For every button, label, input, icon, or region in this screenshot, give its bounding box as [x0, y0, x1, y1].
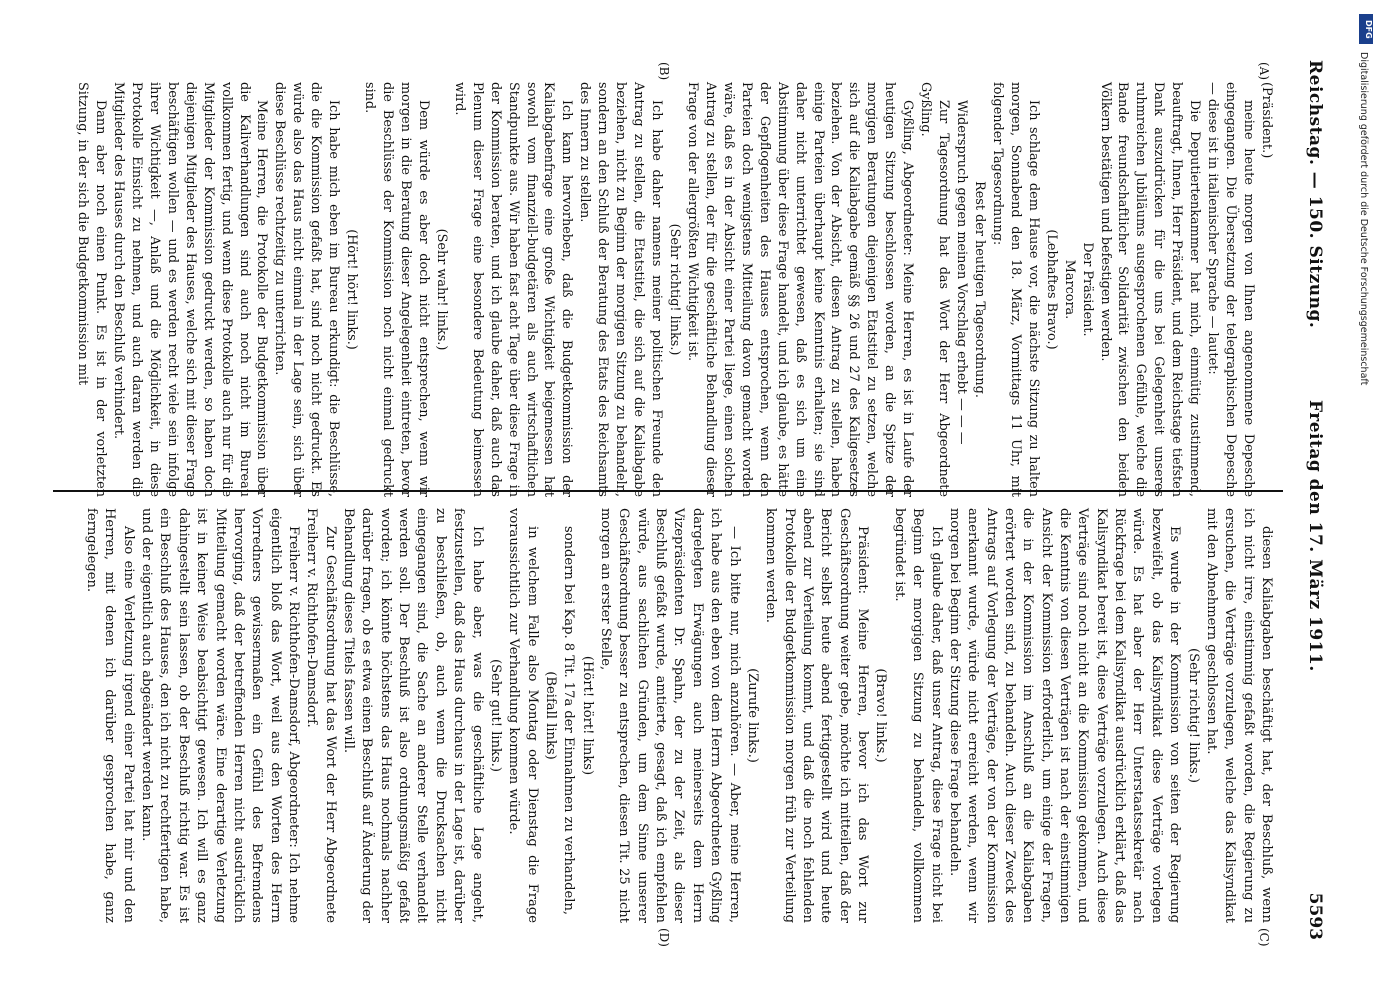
right-column — [82, 508, 1275, 923]
page-number: 5593 — [1305, 892, 1325, 940]
paragraph: (Hört! hört! links) — [579, 655, 595, 776]
paragraph: Präsident: Meine Herren, bevor ich das Wort zur Geschäftsordnung weiter gebe, möchte ich mitteilen, daß der Bericht selbst heute abend fertiggestellt wird und heute abend zur Verteilung kommt, und daß die noch fehlenden Protokolle der Budgetkommission morgen früh zur Verteilung kommen werden. — [763, 508, 871, 923]
paragraph: in welchem Falle also Montag oder Dienstag die Frage voraussichtlich zur Verhandlung kommen würde. — [506, 508, 540, 923]
paragraph: sondern bei Kap. 8 Tit. 17a der Einnahmen zu verhandeln, — [561, 526, 577, 916]
paragraph: — Ich bitte nur, mich anzuhören. — Aber, meine Herren, ich habe aus den eben von dem Herrn Abgeordneten Gyßling dargelegten Erwägungen auch meinerseits dem Herrn Vizepräsidenten Dr. Spahn, der zu der Zeit, als dieser Beschluß gefaßt wurde, amtierte, gesagt, daß ich empfehlen würde, aus sachlichen Gründen, um dem Sinne unserer Geschäftsordnung besser zu entsprechen, diesen Tit. 25 nicht morgen an erster Stelle, — [598, 508, 742, 923]
paragraph: Rest der heutigen Tagesordnung. — [972, 181, 987, 398]
paragraph: (Zurufe links.) — [744, 668, 760, 763]
paragraph: (Sehr richtig! links.) — [1185, 648, 1201, 783]
paragraph: Widerspruch gegen meinen Vorschlag erhebt — — — — [954, 100, 970, 445]
paragraph: Ich glaube daher, daß unser Antrag, diese Frage nicht bei Beginn der morgigen Sitzung zu behandeln, vollkommen begründet ist. — [891, 508, 944, 923]
dfg-logo: DFG — [1359, 14, 1373, 44]
paragraph: Die Deputiertenkammer hat mich, einmütig zustimmend, beauftragt, Ihnen, Herr Präsident, und dem Reichstage tiefsten Dank auszudrücken für die uns bei Gelegenheit unseres ruhmreichen Jubiläums ausgesprochenen Gefühle, welche die Bande freundschaftlicher Solidarität zwischen den beiden Völkern bestätigen und befestigen werden. — [1097, 82, 1203, 497]
header-session: Reichstag. — 150. Sitzung. — [1305, 60, 1325, 329]
paragraph: Dem würde es aber doch nicht entsprechen, wenn wir morgen in die Beratung dieser Angelegenheit eintreten, bevor die Beschlüsse der Kommission noch nicht einmal gedruckt sind. — [362, 82, 431, 497]
paragraph: Also eine Verletzung irgend einer Partei hat mir und den Herren, mit denen ich darüber gesprochen habe, ganz ferngelegen. — [84, 508, 136, 923]
paragraph: Zur Geschäftsordnung hat das Wort der Herr Abgeordnete Freiherr v. Richthofen-Damsdorf. — [304, 508, 338, 923]
digitization-stamp — [1355, 6, 1377, 996]
paragraph: Ich habe daher namens meiner politischen Freunde den Antrag zu stellen, die Etatstitel, die sich auf die Kaliabgabe beziehen, nicht zu Beginn der morgigen Sitzung zu behandeln, sondern an den Schluß der Beratung des Etats des Reichsamts des Innern zu stellen. — [577, 82, 665, 497]
paragraph: (Sehr richtig! links.) — [667, 223, 683, 356]
paragraph: (Präsident.) — [1259, 82, 1274, 159]
header-date: Freitag den 17. März 1911. — [1305, 400, 1325, 672]
paragraph: Ich schlage dem Hause vor, die nächste Sitzung zu halten morgen, Sonnabend den 18. März, Vormittags 11 Uhr, mit folgender Tagesordnung: — [989, 82, 1041, 497]
paragraph: Marcora. — [1061, 259, 1077, 320]
paragraph: Ich habe mich eben im Bureau erkundigt: die Beschlüsse, die die Kommission gefaßt hat, sind noch nicht gedruckt. Es würde also das Haus nicht einmal in der Lage sein, sich über diese Beschlüsse rechtzeitig zu unterrichten. — [272, 82, 342, 497]
dfg-credit-text: Digitalisierung gefördert durch die Deutsche Forschungsgemeinschaft — [1358, 52, 1369, 386]
paragraph: Ich habe aber, was die geschäftliche Lage angeht, festzustellen, daß das Haus durchaus in der Lage ist, darüber zu beschließen, ob, auch wenn die Drucksachen nicht eingegangen sind, die Sache an anderer Stelle verhandelt werden soll. Der Beschluß ist also ordnungsmäßig gefaßt worden; ich könnte höchstens das Haus nochmals nachher darüber fragen, ob es etwa einen Beschluß auf Änderung der Behandlung dieses Titels fassen will. — [341, 508, 485, 923]
paragraph: Dann aber noch einen Punkt. Es ist in der vorletzten Sitzung, in der sich die Budgetkommission mit — [75, 82, 109, 497]
page-header — [1293, 60, 1343, 940]
paragraph: Meine Herren, die Protokolle der Budgetkommission über die Kaliverhandlungen sind auch noch nicht im Bureau vollkommen fertig, und wenn diese Protokolle auch nur für die Mitglieder der Kommission gedruckt werden, so haben doch diejenigen Mitglieder des Hauses, welche sich mit dieser Frage beschäftigen wollen — und es werden recht viele sein infolge ihrer Wichtigkeit —, Anlaß und die Möglichkeit, in diese Protokolle Einsicht zu nehmen, und auch daran werden die Mitglieder des Hauses durch den Beschluß verhindert. — [111, 82, 270, 497]
paragraph: Freiherr v. Richthofen-Damsdorf, Abgeordneter: Ich nehme eigentlich bloß das Wort, weil aus den Worten des Herrn Vorredners gewissermaßen ein Gefühl des Befremdens hervorging, daß der betreffenden Herren nicht ausdrücklich Mitteilung gemacht worden wäre. Eine derartige Verletzung ist in keiner Weise beabsichtigt gewesen. Ich will es ganz dahingestellt sein lassen, ob der Beschluß richtig war. Es ist ein Beschluß des Hauses, den ich nicht zu rechtfertigen habe, und der eigentlich auch abgeändert werden kann. — [139, 508, 301, 923]
paragraph: (Bravo! links.) — [873, 668, 889, 763]
margin-marker-c: (C) — [1257, 928, 1271, 947]
paragraph: diesen Kaliabgaben beschäftigt hat, der Beschluß, wenn ich nicht irre, einstimmig gefaßt worden, die Regierung zu ersuchen, die Verträge vorzulegen, welche das Kalisyndikat mit den Abnehmern geschlossen hat. — [1203, 508, 1274, 923]
paragraph: Gyßling, Abgeordneter: Meine Herren, es ist in Laufe der heutigen Sitzung beschlossen worden, an die Spitze der morgigen Beratungen diejenigen Etatstitel zu setzen, welche sich auf die Kaliabgabe gemäß §§ 26 und 27 des Kaligesetzes beziehen. Von der Absicht, diesen Antrag zu stellen, haben einige Parteien überhaupt keine Kenntnis erhalten; sie sind daher nicht unterrichtet gewesen, daß es sich um eine Abstimmung über diese Frage handelt, und ich glaube, es hätte der Gepflogenheiten des Hauses entsprochen, wenn den Parteien doch wenigstens Mitteilung davon gemacht worden wäre, daß es in der Absicht einer Partei liege, einen solchen Antrag zu stellen, der für die geschäftliche Behandlung dieser Frage von der allergrößten Wichtigkeit ist. — [685, 82, 916, 497]
paragraph: (Sehr wahr! links.) — [433, 228, 449, 351]
margin-marker-a: (A) — [1257, 62, 1271, 81]
paragraph: Zur Tagesordnung hat das Wort der Herr Abgeordnete Gyßling. — [918, 82, 952, 497]
paragraph: (Lebhaftes Bravo.) — [1043, 229, 1059, 350]
paragraph: (Hört! hört! links.) — [344, 229, 360, 350]
paragraph: (Sehr gut! links.) — [487, 659, 503, 772]
paragraph: (Beifall links) — [542, 671, 558, 760]
paragraph: Es wurde in der Kommission von seiten der Regierung bezweifelt, ob das Kalisyndikat diese Verträge vorlegen würde. Es hat aber der Herr Unterstaatssekretär nach Rückfrage bei dem Kalisyndikat ausdrücklich erklärt, daß das Kalisyndikat bereit ist, diese Verträge vorzulegen. Auch diese Verträge sind noch nicht an die Kommission gekommen, und die Kenntnis von diesen Verträgen ist nach der einstimmigen Ansicht der Kommission erforderlich, um einige der Fragen, die in der Kommission im Anschluß an die Kaliabgaben erörtert worden sind, zu behandeln. Auch dieser Zweck des Antrags auf Vorlegung der Verträge, der von der Kommission anerkannt wurde, würde nicht erreicht werden, wenn wir morgen bei Beginn der Sitzung diese Frage behandeln. — [946, 508, 1183, 923]
left-column — [73, 82, 1275, 497]
paragraph: Ich kann hervorheben, daß die Budgetkommission der Kaliabgabenfrage eine große Wichtigkeit beigemessen hat sowohl vom finanziell-budgetären als auch wirtschaftlichen Standpunkte aus. Wir haben fast acht Tage über diese Frage in der Kommission beraten, und ich glaube daher, daß auch das Plenum dieser Frage eine besondere Bedeutung beimessen wird. — [451, 82, 575, 497]
paragraph: Der Präsident. — [1079, 242, 1095, 337]
paragraph: meine heute morgen von Ihnen angenommene Depesche eingegangen. Die Übersetzung der telegraphischen Depesche — diese ist in italienischer Sprache — lautet: — [1205, 82, 1257, 497]
margin-marker-d: (D) — [657, 928, 671, 947]
margin-marker-b: (B) — [657, 62, 671, 81]
